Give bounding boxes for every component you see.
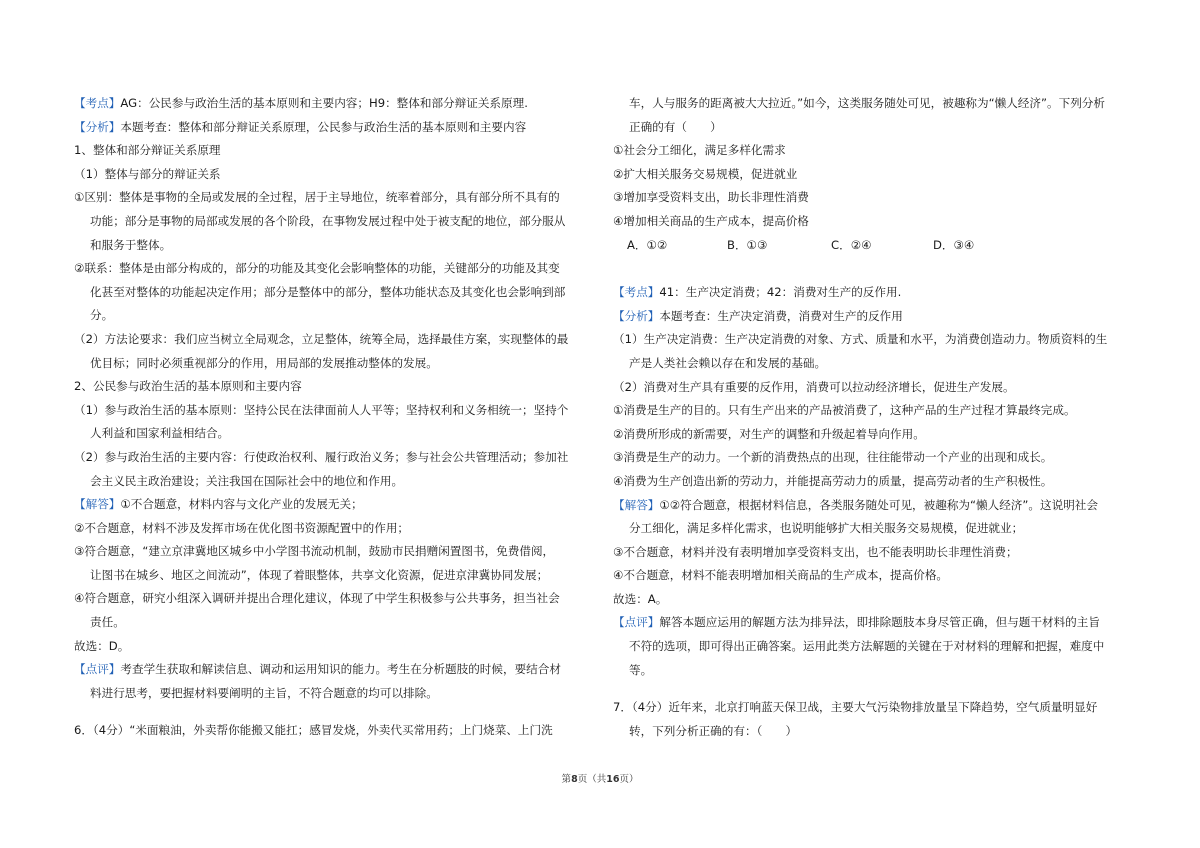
left-column <box>74 92 594 743</box>
spacer <box>613 271 1133 281</box>
option-statement: ②扩大相关服务交易规模，促进就业 <box>613 166 798 181</box>
kaodian-tag: 【考点】 <box>74 96 121 110</box>
kaodian-line <box>613 281 1133 305</box>
paragraph-line: ④符合题意，研究小组深入调研并提出合理化建议，体现了中学生积极参与公共事务，担当社会 <box>74 591 560 606</box>
kaodian-text: AG：公民参与政治生活的基本原则和主要内容；H9：整体和部分辩证关系原理. <box>120 96 528 110</box>
fenxi-tag: 【分析】 <box>613 308 660 323</box>
option-b: B．①③ <box>727 237 768 252</box>
paragraph-line: 责任。 <box>90 615 125 630</box>
paragraph-line: ②不合题意，材料不涉及发挥市场在优化图书资源配置中的作用； <box>74 520 410 535</box>
paragraph-line: 产是人类社会赖以存在和发展的基础。 <box>629 355 827 370</box>
kaodian-text: 41：生产决定消费；42：消费对生产的反作用. <box>659 285 902 300</box>
paragraph-line: 分。 <box>90 308 114 323</box>
answer-options <box>613 234 1133 258</box>
paragraph-line: ④消费为生产创造出新的劳动力，并能提高劳动力的质量，提高劳动者的生产积极性。 <box>613 473 1053 488</box>
footer-mid: 页（共 <box>577 774 607 785</box>
section-heading: 2、公民参与政治生活的基本原则和主要内容 <box>74 379 302 394</box>
paragraph-line: （2）方法论要求：我们应当树立全局观念，立足整体，统筹全局，选择最佳方案，实现整体的最 <box>74 331 569 346</box>
paragraph-line: （2）消费对生产具有重要的反作用，消费可以拉动经济增长，促进生产发展。 <box>613 379 1015 394</box>
page-footer <box>0 771 1200 785</box>
paragraph-line: ②联系：整体是由部分构成的，部分的功能及其变化会影响整体的功能，关键部分的功能及其变 <box>74 261 560 276</box>
paragraph-line: 车，人与服务的距离被大大拉近。”如今，这类服务随处可见，被趣称为“懒人经济”。下列分析 <box>629 96 1105 110</box>
paragraph-line: ①区别：整体是事物的全局或发展的全过程，居于主导地位，统率着部分，具有部分所不具有的 <box>74 190 560 205</box>
option-statement: ③增加享受资料支出，助长非理性消费 <box>613 190 809 205</box>
paragraph-line: ①消费是生产的目的。只有生产出来的产品被消费了，这种产品的生产过程才算最终完成。 <box>613 403 1076 418</box>
dianping-tag: 【点评】 <box>613 615 660 630</box>
footer-suffix: 页） <box>619 774 639 785</box>
paragraph-line: 化甚至对整体的功能起决定作用；部分是整体中的部分，整体功能状态及其变化也会影响到部 <box>90 284 566 299</box>
option-a: A．①② <box>627 237 668 252</box>
fenxi-tag: 【分析】 <box>74 119 121 134</box>
paragraph-line: 等。 <box>629 662 653 677</box>
paragraph-line: 正确的有（ ） <box>629 119 722 134</box>
option-c: C．②④ <box>831 237 872 252</box>
jieda-tag: 【解答】 <box>74 497 121 512</box>
jieda-text: ①②符合题意，根据材料信息，各类服务随处可见，被趣称为“懒人经济”。这说明社会 <box>659 497 1098 512</box>
paragraph-line: 会主义民主政治建设；关注我国在国际社会中的地位和作用。 <box>90 473 404 488</box>
page-number: 8 <box>571 774 578 785</box>
fenxi-text: 本题考查：生产决定消费，消费对生产的反作用 <box>659 308 903 323</box>
paragraph-line: 功能；部分是事物的局部或发展的各个阶段，在事物发展过程中处于被支配的地位，部分服从 <box>90 213 566 228</box>
jieda-tag: 【解答】 <box>613 497 660 512</box>
fenxi-text: 本题考查：整体和部分辩证关系原理，公民参与政治生活的基本原则和主要内容 <box>120 119 527 134</box>
jieda-line <box>74 493 594 517</box>
dianping-line <box>613 611 1133 635</box>
paragraph-line: 不符的选项，即可得出正确答案。运用此类方法解题的关键在于对材料的理解和把握，难度中 <box>629 639 1105 654</box>
right-column <box>613 92 1133 743</box>
subsection-heading: （1）整体与部分的辩证关系 <box>74 166 221 181</box>
paragraph-line: 人利益和国家利益相结合。 <box>90 426 230 441</box>
paragraph-line: ③消费是生产的动力。一个新的消费热点的出现，往往能带动一个产业的出现和成长。 <box>613 450 1053 465</box>
paragraph-line: ④不合题意，材料不能表明增加相关商品的生产成本，提高价格。 <box>613 568 949 583</box>
section-heading: 1、整体和部分辩证关系原理 <box>74 143 221 158</box>
paragraph-line: （2）参与政治生活的主要内容：行使政治权利、履行政治义务；参与社会公共管理活动；参加社 <box>74 449 569 464</box>
paragraph-line: （1）参与政治生活的基本原则：坚持公民在法律面前人人平等；坚持权利和义务相统一；坚持个 <box>74 402 569 417</box>
paragraph-line: 转，下列分析正确的有：（ ） <box>629 723 798 738</box>
answer-choice: 故选：A。 <box>613 591 668 606</box>
paragraph-line: ③不合题意，材料并没有表明增加享受资料支出，也不能表明助长非理性消费； <box>613 544 1018 559</box>
jieda-text: ①不合题意，材料内容与文化产业的发展无关； <box>120 497 363 512</box>
dianping-text: 解答本题应运用的解题方法为排异法，即排除题肢本身尽管正确，但与题干材料的主旨 <box>659 615 1100 630</box>
dianping-line <box>74 658 594 682</box>
paragraph-line: 和服务于整体。 <box>90 237 172 252</box>
spacer <box>74 705 594 719</box>
paragraph-line: 料进行思考，要把握材料要阐明的主旨，不符合题意的均可以排除。 <box>90 685 438 700</box>
dianping-tag: 【点评】 <box>74 662 121 677</box>
paragraph-line: 分工细化，满足多样化需求，也说明能够扩大相关服务交易规模，促进就业； <box>629 521 1024 536</box>
footer-prefix: 第 <box>561 774 572 785</box>
paragraph-line: （1）生产决定消费：生产决定消费的对象、方式、质量和水平，为消费创造动力。物质资料的生 <box>613 332 1108 347</box>
option-statement: ④增加相关商品的生产成本，提高价格 <box>613 213 809 228</box>
question-6: 6．（4分）“米面粮油，外卖帮你能搬又能扛；感冒发烧，外卖代买常用药；上门烧菜、上门洗 <box>74 723 553 738</box>
fenxi-line <box>613 305 1133 329</box>
total-pages: 16 <box>606 774 620 785</box>
fenxi-line <box>74 116 594 140</box>
paragraph-line: ③符合题意，“建立京津冀地区城乡中小学图书流动机制，鼓励市民捐赠闲置图书，免费借阅， <box>74 544 555 559</box>
paragraph-line: 让图书在城乡、地区之间流动”，体现了着眼整体，共享文化资源，促进京津冀协同发展； <box>90 567 549 582</box>
spacer <box>613 257 1133 271</box>
option-d: D．③④ <box>933 237 975 252</box>
paragraph-line: 优目标；同时必须重视部分的作用，用局部的发展推动整体的发展。 <box>90 355 438 370</box>
spacer <box>613 682 1133 696</box>
kaodian-tag: 【考点】 <box>613 285 660 300</box>
kaodian-line <box>74 92 594 116</box>
jieda-line <box>613 494 1133 518</box>
dianping-text: 考查学生获取和解读信息、调动和运用知识的能力。考生在分析题肢的时候，要结合材 <box>120 662 561 677</box>
question-7: 7．（4分）近年来，北京打响蓝天保卫战，主要大气污染物排放量呈下降趋势，空气质量明显好 <box>613 700 1098 715</box>
answer-choice: 故选：D。 <box>74 638 130 653</box>
option-statement: ①社会分工细化，满足多样化需求 <box>613 143 786 158</box>
paragraph-line: ②消费所形成的新需要，对生产的调整和升级起着导向作用。 <box>613 426 925 441</box>
